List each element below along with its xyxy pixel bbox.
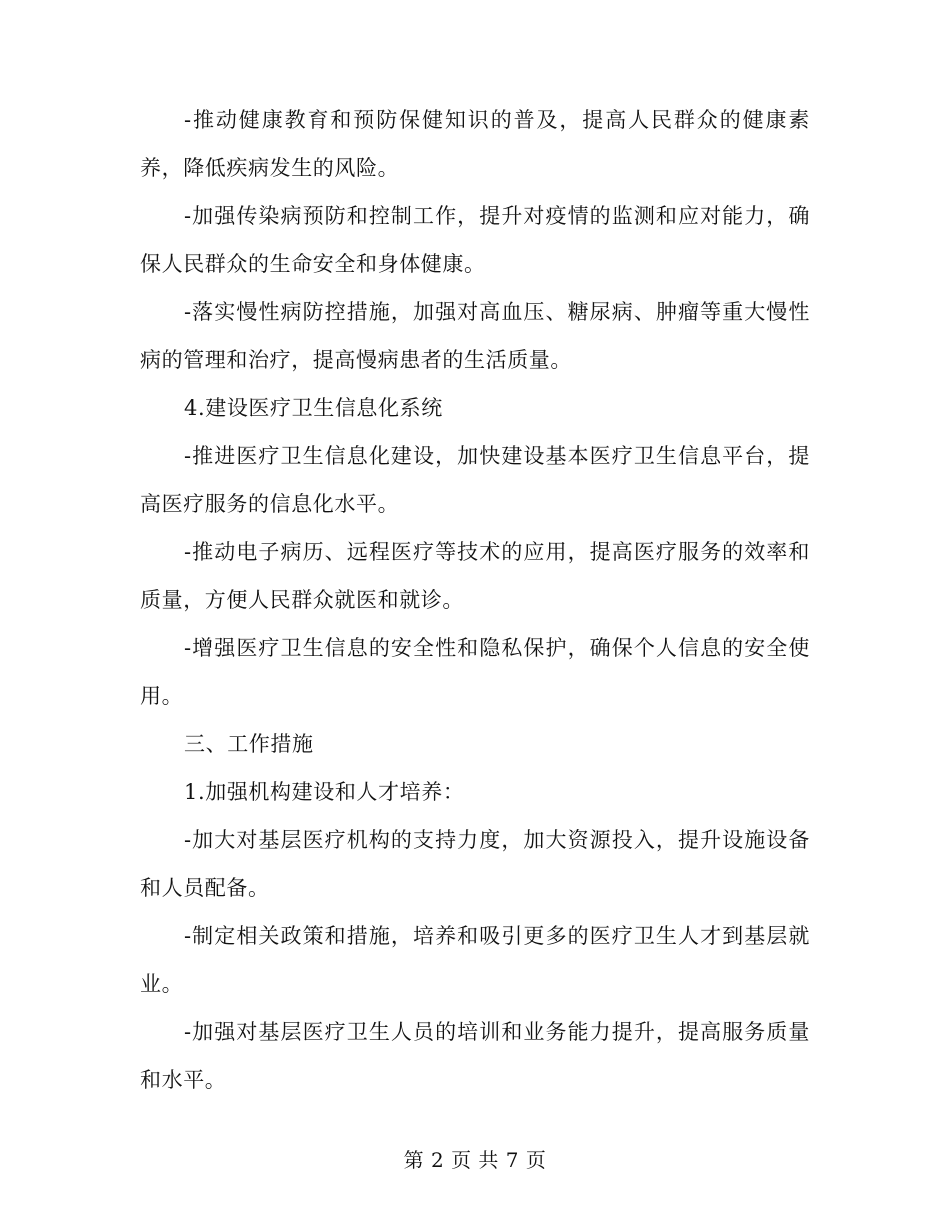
bullet-paragraph: -落实慢性病防控措施，加强对高血压、糖尿病、肿瘤等重大慢性病的管理和治疗，提高慢病患者的生活质量。 (140, 300, 810, 372)
bullet-paragraph: -推进医疗卫生信息化建设，加快建设基本医疗卫生信息平台，提高医疗服务的信息化水平。 (140, 444, 810, 516)
chapter-heading: 三、工作措施 (184, 732, 314, 756)
bullet-paragraph: -推动电子病历、远程医疗等技术的应用，提高医疗服务的效率和质量，方便人民群众就医和就诊。 (140, 540, 810, 612)
bullet-paragraph: -加大对基层医疗机构的支持力度，加大资源投入，提升设施设备和人员配备。 (140, 828, 810, 900)
bullet-paragraph: -制定相关政策和措施，培养和吸引更多的医疗卫生人才到基层就业。 (140, 924, 810, 996)
bullet-paragraph: -加强传染病预防和控制工作，提升对疫情的监测和应对能力，确保人民群众的生命安全和身体健康。 (140, 204, 810, 276)
section-heading: 1.加强机构建设和人才培养： (184, 780, 465, 804)
bullet-paragraph: -推动健康教育和预防保健知识的普及，提高人民群众的健康素养，降低疾病发生的风险。 (140, 108, 810, 180)
bullet-paragraph: -加强对基层医疗卫生人员的培训和业务能力提升，提高服务质量和水平。 (140, 1020, 810, 1092)
section-heading: 4.建设医疗卫生信息化系统 (184, 396, 443, 420)
bullet-paragraph: -增强医疗卫生信息的安全性和隐私保护，确保个人信息的安全使用。 (140, 636, 810, 708)
document-body (140, 96, 810, 1104)
page-number-footer: 第 2 页 共 7 页 (403, 1148, 547, 1172)
